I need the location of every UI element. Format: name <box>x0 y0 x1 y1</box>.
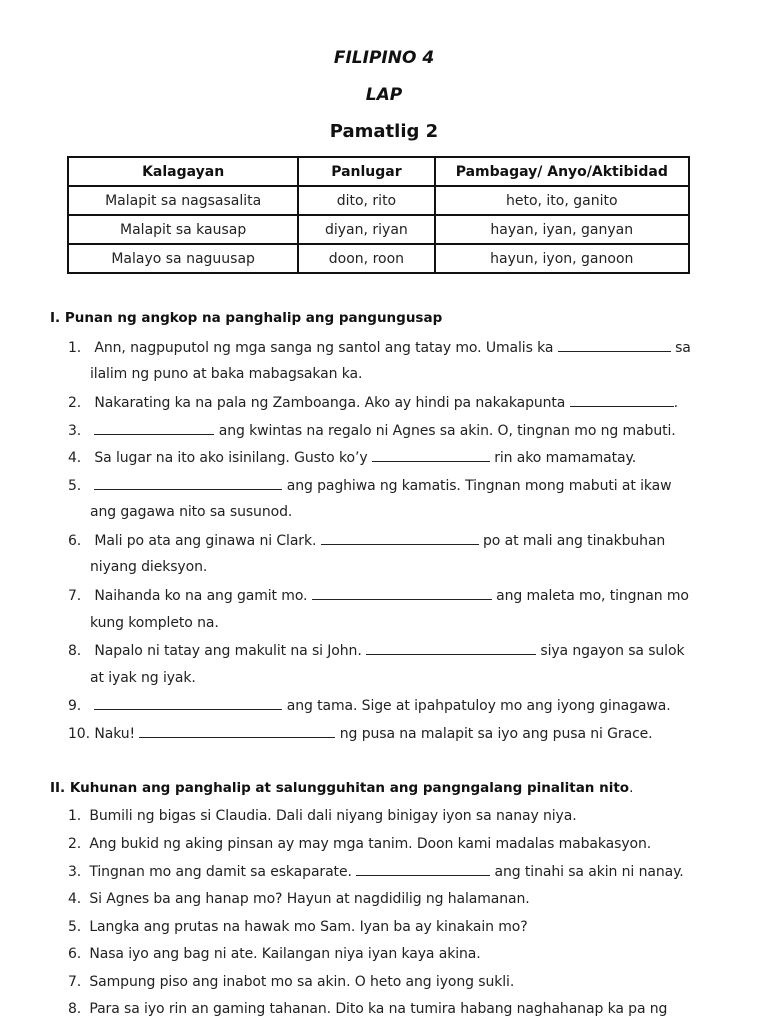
item-text: ng pusa na malapit sa iyo ang pusa ni Grace. <box>335 726 653 742</box>
pamatlig-table <box>67 156 690 274</box>
list-item <box>68 449 636 466</box>
item-number: 3. <box>68 423 82 439</box>
item-number: 9. <box>68 698 82 714</box>
item-number: 8. <box>68 1001 82 1017</box>
table-cell: hayan, iyan, ganyan <box>435 215 689 244</box>
item-number: 2. <box>68 395 82 411</box>
answer-blank[interactable] <box>356 863 490 876</box>
item-number: 8. <box>68 643 82 659</box>
list-item <box>68 339 691 356</box>
document-subtitle: LAP <box>365 85 403 105</box>
answer-blank[interactable] <box>366 642 536 655</box>
item-text: Ang bukid ng aking pinsan ay may mga tanim. Doon kami madalas mabakasyon. <box>89 836 652 852</box>
section-2-heading-text: II. Kuhunan ang panghalip at salungguhitan ang pangngalang pinalitan nito <box>50 780 630 796</box>
section-2-heading <box>50 780 633 796</box>
list-item <box>68 1001 667 1017</box>
item-text: Si Agnes ba ang hanap mo? Hayun at nagdidilig ng halamanan. <box>89 891 530 907</box>
item-text: Langka ang prutas na hawak mo Sam. Iyan ba ay kinakain mo? <box>89 919 528 935</box>
list-item <box>68 394 678 411</box>
item-number: 1. <box>68 340 82 356</box>
answer-blank[interactable] <box>570 394 674 407</box>
lesson-title: Pamatlig 2 <box>329 121 439 142</box>
item-number: 4. <box>68 450 82 466</box>
table-row <box>68 215 689 244</box>
item-continuation: ang gagawa nito sa susunod. <box>90 504 293 520</box>
list-item <box>68 974 514 990</box>
table-cell: dito, rito <box>298 186 434 215</box>
item-number: 1. <box>68 808 82 824</box>
answer-blank[interactable] <box>372 449 490 462</box>
column-header: Panlugar <box>298 157 434 186</box>
item-text: ang tama. Sige at ipahpatuloy mo ang iyong ginagawa. <box>282 698 671 714</box>
table-cell: Malayo sa naguusap <box>68 244 298 273</box>
answer-blank[interactable] <box>321 532 479 545</box>
item-number: 6. <box>68 533 82 549</box>
list-item <box>68 642 684 659</box>
item-text: ang kwintas na regalo ni Agnes sa akin. O, tingnan mo ng mabuti. <box>214 423 676 439</box>
item-text: ang tinahi sa akin ni nanay. <box>490 864 684 880</box>
item-continuation: niyang dieksyon. <box>90 559 208 575</box>
item-text: ang maleta mo, tingnan mo <box>491 588 689 604</box>
answer-blank[interactable] <box>94 697 282 710</box>
answer-blank[interactable] <box>312 587 492 600</box>
item-text: Sampung piso ang inabot mo sa akin. O heto ang iyong sukli. <box>89 974 515 990</box>
item-continuation: at iyak ng iyak. <box>90 670 196 686</box>
item-text: rin ako mamamatay. <box>489 450 637 466</box>
item-text: Tingnan mo ang damit sa eskaparate. <box>89 864 357 880</box>
list-item <box>68 836 651 852</box>
list-item <box>68 946 481 962</box>
item-text: Napalo ni tatay ang makulit na si John. <box>94 643 367 659</box>
item-text: Ann, nagpuputol ng mga sanga ng santol ang tatay mo. Umalis ka <box>94 340 558 356</box>
item-text: Nakarating ka na pala ng Zamboanga. Ako ay hindi pa nakakapunta <box>94 395 570 411</box>
list-item <box>68 725 653 742</box>
list-item <box>68 422 676 439</box>
list-item <box>68 587 689 604</box>
item-text: Bumili ng bigas si Claudia. Dali dali niyang binigay iyon sa nanay niya. <box>89 808 577 824</box>
table-cell: doon, roon <box>298 244 434 273</box>
table-cell: heto, ito, ganito <box>435 186 689 215</box>
item-text: Naku! <box>94 726 140 742</box>
answer-blank[interactable] <box>94 422 214 435</box>
list-item <box>68 808 577 824</box>
section-1-heading: I. Punan ng angkop na panghalip ang pangungusap <box>50 310 443 326</box>
list-item <box>68 919 528 935</box>
item-text: Mali po ata ang ginawa ni Clark. <box>94 533 321 549</box>
list-item <box>68 532 665 549</box>
table-cell: Malapit sa nagsasalita <box>68 186 298 215</box>
item-number: 3. <box>68 864 82 880</box>
item-number: 10. <box>68 726 90 742</box>
item-text: sa <box>670 340 691 356</box>
table-cell: hayun, iyon, ganoon <box>435 244 689 273</box>
item-text: Sa lugar na ito ako isinilang. Gusto ko’y <box>94 450 372 466</box>
item-number: 2. <box>68 836 82 852</box>
item-text: siya ngayon sa sulok <box>536 643 685 659</box>
item-number: 5. <box>68 478 82 494</box>
list-item <box>68 863 684 880</box>
item-text: Naihanda ko na ang gamit mo. <box>94 588 312 604</box>
item-number: 5. <box>68 919 82 935</box>
item-text: po at mali ang tinakbuhan <box>478 533 666 549</box>
list-item <box>68 477 672 494</box>
table-row <box>68 244 689 273</box>
item-continuation: kung kompleto na. <box>90 615 219 631</box>
answer-blank[interactable] <box>94 477 282 490</box>
item-number: 7. <box>68 588 82 604</box>
answer-blank[interactable] <box>139 725 335 738</box>
item-text: Nasa iyo ang bag ni ate. Kailangan niya iyan kaya akina. <box>89 946 481 962</box>
list-item <box>68 891 530 907</box>
column-header: Kalagayan <box>68 157 298 186</box>
item-number: 7. <box>68 974 82 990</box>
answer-blank[interactable] <box>558 339 671 352</box>
document-title: FILIPINO 4 <box>333 48 435 68</box>
table-row <box>68 186 689 215</box>
item-text: Para sa iyo rin an gaming tahanan. Dito ka na tumira habang naghahanap ka pa ng <box>89 1001 668 1017</box>
section-2-heading-period: . <box>629 780 634 796</box>
item-text: ang paghiwa ng kamatis. Tingnan mong mabuti at ikaw <box>282 478 672 494</box>
item-text: . <box>673 395 678 411</box>
item-number: 6. <box>68 946 82 962</box>
item-continuation: ilalim ng puno at baka mabagsakan ka. <box>90 366 363 382</box>
table-cell: Malapit sa kausap <box>68 215 298 244</box>
table-header-row <box>68 157 689 186</box>
list-item <box>68 697 671 714</box>
table-cell: diyan, riyan <box>298 215 434 244</box>
column-header: Pambagay/ Anyo/Aktibidad <box>435 157 689 186</box>
item-number: 4. <box>68 891 82 907</box>
